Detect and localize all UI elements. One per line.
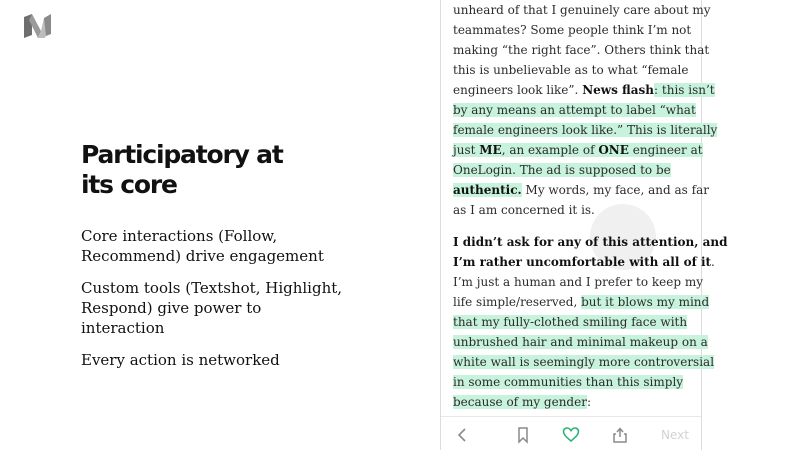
article-line: [453, 80, 715, 100]
article-line: [453, 20, 693, 40]
bullet-line: Recommend) drive engagement: [81, 247, 324, 265]
heart-icon[interactable]: [562, 426, 580, 444]
article-line: [453, 140, 703, 160]
bullet-item: [81, 278, 351, 338]
article-text: unheard of that I genuinely care about my: [453, 3, 711, 17]
article-text: .: [711, 255, 715, 269]
highlighted-text: , an example of: [501, 143, 599, 157]
highlighted-text: but it blows my mind: [581, 295, 710, 309]
article-line: [453, 60, 693, 80]
article-line: [453, 352, 715, 372]
bullet-list: [81, 226, 351, 382]
share-icon[interactable]: [611, 426, 629, 444]
highlighted-text: white wall is seemingly more controversial: [453, 355, 715, 369]
highlighted-text: unbrushed hair and minimal makeup on a: [453, 335, 708, 349]
highlighted-text: because of my gender: [453, 395, 587, 409]
article-line: [453, 232, 728, 252]
bullet-item: [81, 226, 351, 266]
article-line: [453, 312, 693, 332]
highlighted-text: in some communities than this simply: [453, 375, 684, 389]
article-text: teammates? Some people think I’m not: [453, 23, 692, 37]
article-text: I didn’t ask for any of this attention, and: [453, 235, 728, 249]
article-text: this is unbelievable as to what “female: [453, 63, 689, 77]
article-line: [453, 332, 708, 352]
article-line: [453, 272, 704, 292]
bullet-line: Custom tools (Textshot, Highlight,: [81, 279, 343, 297]
article-text: making “the right face”. Others think that: [453, 43, 710, 57]
slide-title: [81, 140, 341, 200]
bullet-line: Core interactions (Follow,: [81, 227, 278, 245]
highlighted-text: OneLogin. The ad is supposed to be: [453, 163, 671, 177]
article-text: I’m just a human and I prefer to keep my: [453, 275, 704, 289]
slide-title-line: its core: [81, 170, 177, 199]
highlighted-text: by any means an attempt to label “what: [453, 103, 696, 117]
article-line: [453, 252, 715, 272]
back-chevron-icon[interactable]: [454, 426, 472, 444]
highlighted-text: just: [453, 143, 480, 157]
article-line: [453, 200, 693, 220]
bullet-line: interaction: [81, 319, 165, 337]
article-line: [453, 392, 693, 412]
article-text: I’m rather uncomfortable with all of it: [453, 255, 712, 269]
bullet-item: [81, 350, 351, 370]
article-line: [453, 180, 709, 200]
bullet-line: Respond) give power to: [81, 299, 262, 317]
bookmark-icon[interactable]: [514, 426, 532, 444]
next-button[interactable]: Next: [661, 428, 689, 442]
article-line: [453, 372, 693, 392]
article-text: engineers look like”.: [453, 83, 583, 97]
article-line: [453, 0, 711, 20]
article-line: [453, 40, 710, 60]
article-line: [453, 100, 696, 120]
highlighted-text: engineer at: [628, 143, 703, 157]
article-line: [453, 120, 718, 140]
bullet-line: Every action is networked: [81, 351, 280, 369]
article-line: [453, 160, 693, 180]
highlighted-text: that my fully-clothed smiling face with: [453, 315, 688, 329]
article-body[interactable]: [453, 0, 728, 412]
highlighted-text: female engineers look like.” This is literally: [453, 123, 718, 137]
article-paragraph: [453, 232, 728, 412]
phone-screen: [440, 0, 728, 450]
article-text: life simple/reserved,: [453, 295, 582, 309]
highlighted-text: authentic.: [453, 183, 522, 197]
article-line: [453, 292, 710, 312]
slide-title-line: Participatory at: [81, 140, 283, 169]
highlighted-text: ONE: [598, 143, 629, 157]
bottom-action-bar: [441, 416, 701, 451]
article-text: News flash: [582, 83, 655, 97]
article-paragraph: [453, 0, 718, 220]
article-text: My words, my face, and as far: [521, 183, 709, 197]
highlighted-text: ME: [479, 143, 502, 157]
highlighted-text: : this isn’t: [654, 83, 715, 97]
article-text: :: [586, 395, 591, 409]
article-text: as I am concerned it is.: [453, 203, 595, 217]
medium-logo-icon: [24, 14, 52, 38]
